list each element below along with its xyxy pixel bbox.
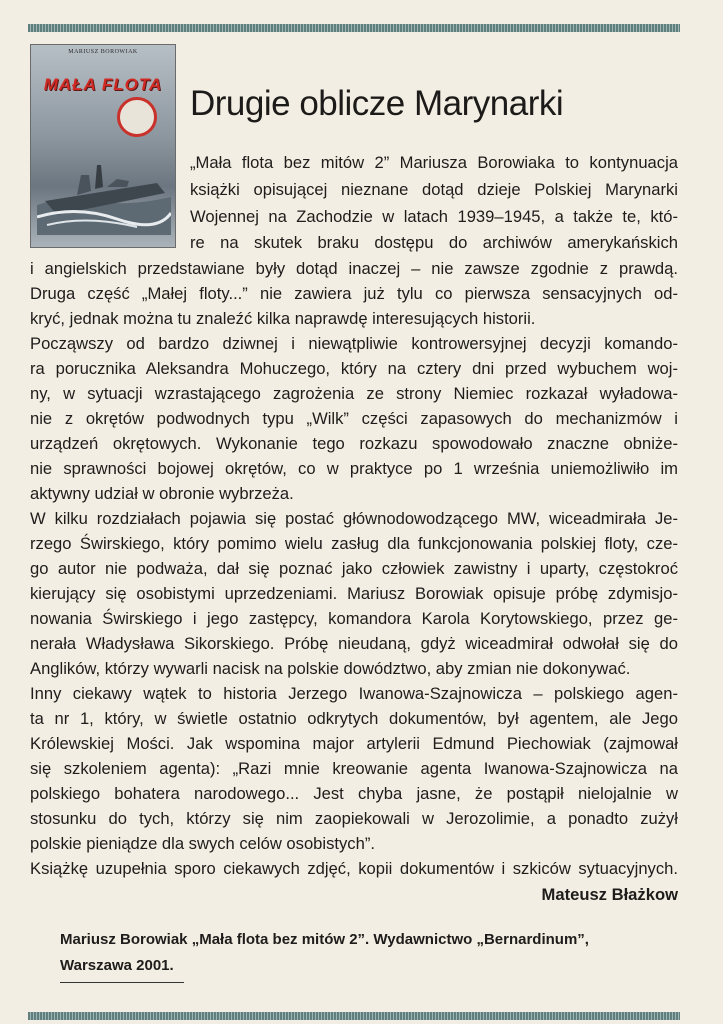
body-line: i angielskich przedstawiane były dotąd inaczej – nie zawsze zgodnie z prawdą. [30,259,678,278]
body-line: Inny ciekawy wątek to historia Jerzego Iwanowa-Szajnowicza – polskiego agen- [30,684,678,703]
body-line: Druga część „Małej floty...” nie zawiera już tylu co pierwsza sensacyjnych od- [30,284,678,303]
body-line: nie z okrętów podwodnych typu „Wilk” części zapasowych do mechanizmów i [30,409,678,428]
author-signature: Mateusz Błażkow [541,885,678,904]
body-line: nerała Władysława Sikorskiego. Próbę nieudaną, gdyż wiceadmirał odwołał się do [30,634,678,653]
book-cover-image [30,44,176,248]
body-line: stosunku do tych, którzy się nim zaopiekowali w Jerozolimie, a ponadto zużył [30,809,678,828]
body-line: ra porucznika Aleksandra Mohuczego, który na cztery dni przed wybuchem woj- [30,359,678,378]
caption-underline [60,982,184,983]
book-caption-line-2: Warszawa 2001. [60,957,174,974]
bottom-rule [28,1012,680,1020]
body-line: się szkoleniem agenta): „Razi mnie kreowanie agenta Iwanowa-Szajnowicza na [30,759,678,778]
cover-badge-icon [117,97,157,137]
body-line: rzego Świrskiego, który pomimo wielu zasług dla funkcjonowania polskiej floty, cze- [30,534,678,553]
body-line: książki opisującej nieznane dotąd dzieje Polskiej Marynarki [190,180,678,199]
book-caption-line-1: Mariusz Borowiak „Mała flota bez mitów 2”. Wydawnictwo „Bernardinum”, [60,931,589,948]
body-line: re na skutek braku dostępu do archiwów amerykańskich [190,233,678,252]
body-line: nie sprawności bojowej okrętów, co w praktyce po 1 września uniemożliwiło im [30,459,678,478]
body-line: kierujący się osobistymi uprzedzeniami. Mariusz Borowiak opisuje próbę zdymisjo- [30,584,678,603]
body-line: polskiego bohatera narodowego... Jest chyba jasne, że postąpił nielojalnie w [30,784,678,803]
cover-title: MAŁA FLOTA [43,75,163,94]
body-line: ta nr 1, który, w świetle ostatnio odkrytych dokumentów, był agentem, ale Jego [30,709,678,728]
top-rule [28,24,680,32]
body-line: kryć, jednak można tu znaleźć kilka naprawdę interesujących historii. [30,309,536,328]
cover-author: MARIUSZ BOROWIAK [68,49,138,55]
warship-illustration [37,135,171,235]
body-line: ny, w sytuacji wzrastającego zagrożenia ze strony Niemiec rozkazał wyładowa- [30,384,678,403]
body-line: nowania Świrskiego i jego zastępcy, komandora Karola Korytowskiego, przez ge- [30,609,678,628]
body-line: W kilku rozdziałach pojawia się postać głównodowodzącego MW, wiceadmirała Je- [30,509,678,528]
body-line: Począwszy od bardzo dziwnej i niewątpliwie kontrowersyjnej decyzji komando- [30,334,678,353]
body-line: go autor nie podważa, dał się poznać jako człowiek zawistny i uparty, częstokroć [30,559,678,578]
article-headline: Drugie oblicze Marynarki [190,84,564,123]
body-line: Anglików, którzy wywarli nacisk na polskie dowództwo, aby zmian nie dokonywać. [30,659,631,678]
body-line: aktywny udział w obronie wybrzeża. [30,484,294,503]
body-line: urządzeń okrętowych. Wykonanie tego rozkazu spowodowało znaczne obniże- [30,434,678,453]
body-line: „Mała flota bez mitów 2” Mariusza Borowiaka to kontynuacja [190,153,678,172]
body-line: Wojennej na Zachodzie w latach 1939–1945, a także te, któ- [190,207,678,226]
body-line: polskie pieniądze dla swych celów osobistych”. [30,834,375,853]
body-line: Królewskiej Mości. Jak wspomina major artylerii Edmund Piechowiak (zajmował [30,734,678,753]
body-line: Książkę uzupełnia sporo ciekawych zdjęć, kopii dokumentów i szkiców sytuacyjnych. [30,859,678,878]
